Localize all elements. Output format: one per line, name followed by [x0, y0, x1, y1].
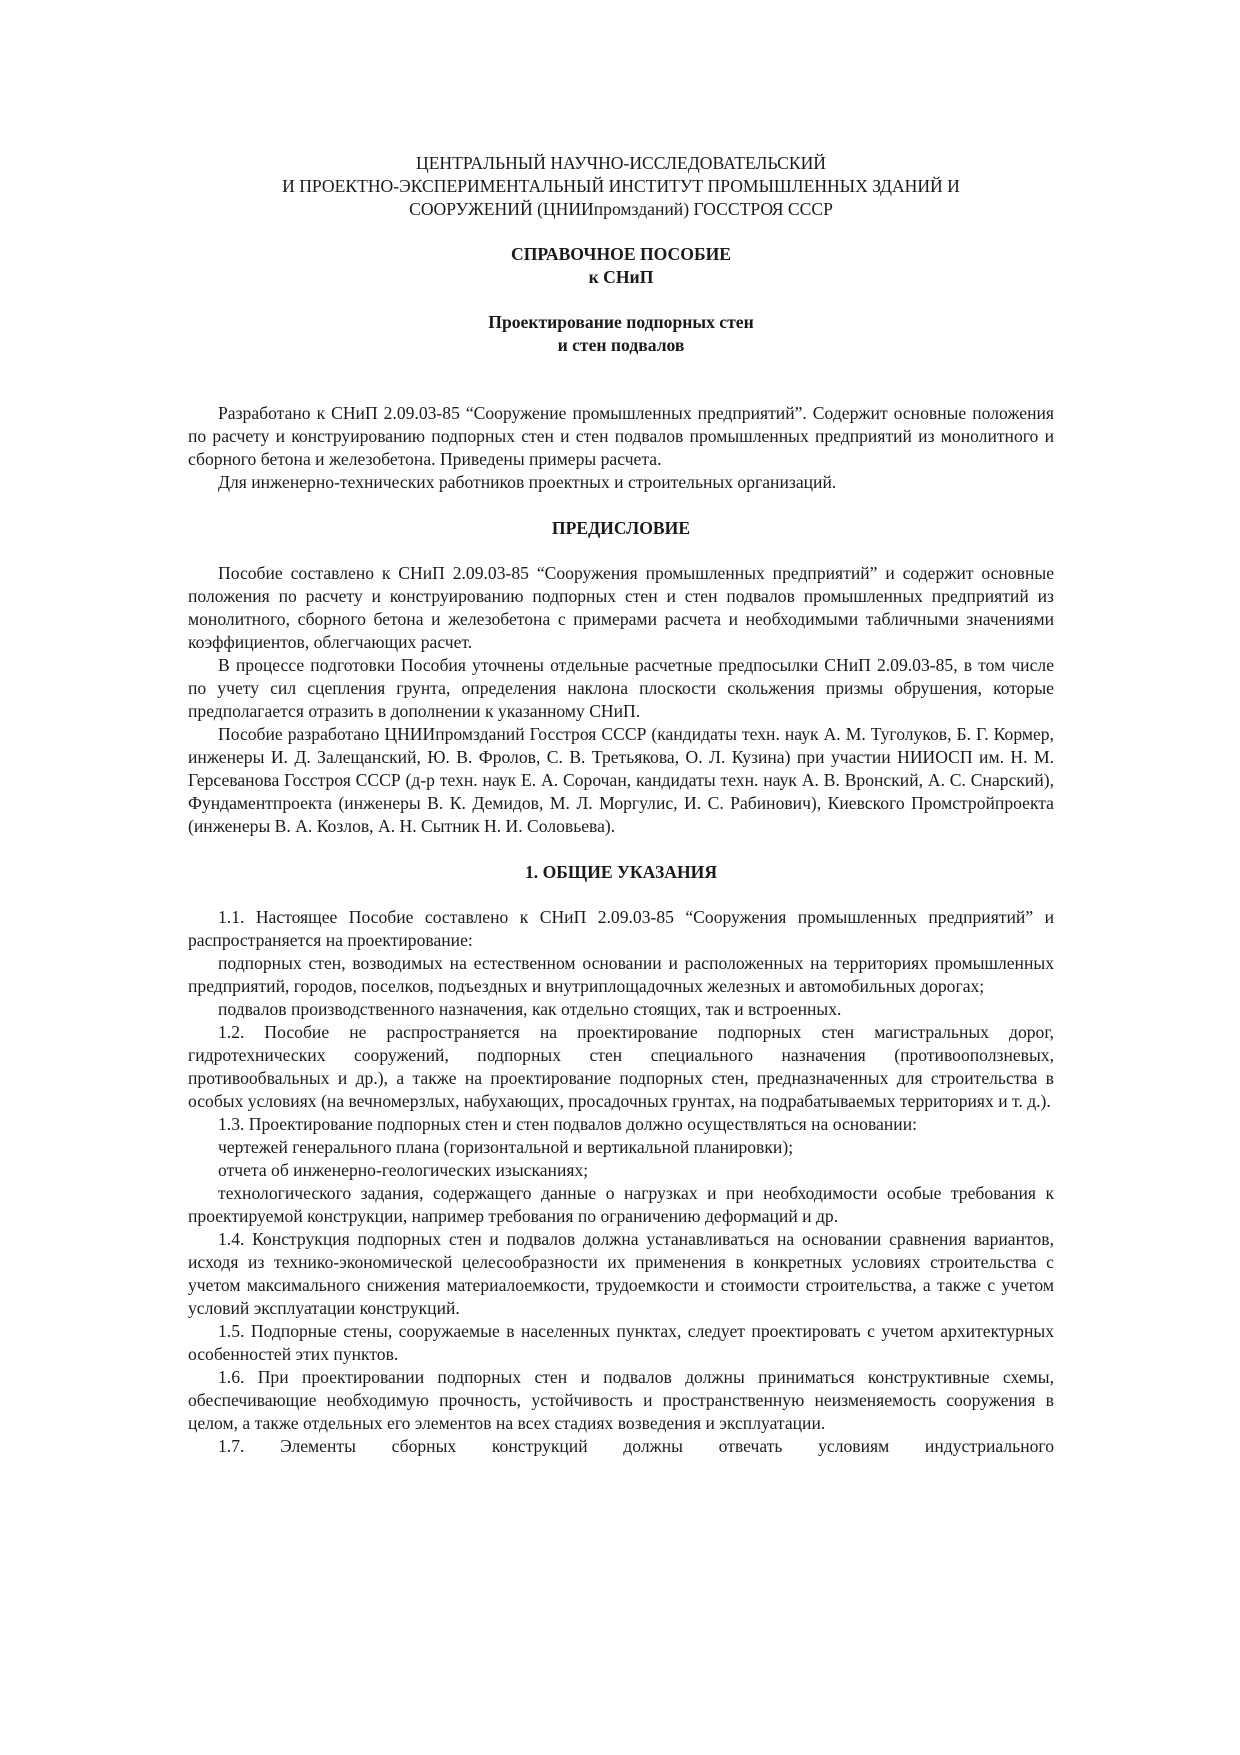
- section-paragraph: чертежей генерального плана (горизонтальной и вертикальной планировки);: [218, 1137, 794, 1157]
- section-paragraph: отчета об инженерно-геологических изысканиях;: [218, 1160, 589, 1180]
- preface-body: [188, 562, 1054, 838]
- institute-line: ЦЕНТРАЛЬНЫЙ НАУЧНО-ИССЛЕДОВАТЕЛЬСКИЙ: [415, 153, 826, 173]
- section-paragraph: 1.6. При проектировании подпорных стен и подвалов должны приниматься конструктивные схемы, обеспечивающие необходимую прочность, устойчивость и пространственную неизменяемость сооружения в целом, а также отдельных его элементов на всех стадиях возведения и эксплуатации.: [188, 1367, 1054, 1433]
- section-paragraph: подпорных стен, возводимых на естественном основании и расположенных на территориях промышленных предприятий, городов, поселков, подъездных и внутриплощадочных железных и автомобильных дорогах;: [188, 953, 1054, 996]
- section-paragraph: 1.7. Элементы сборных конструкций должны отвечать условиям индустриального: [218, 1436, 1054, 1456]
- section-paragraph: 1.1. Настоящее Пособие составлено к СНиП 2.09.03-85 “Сооружения промышленных предприятий” и распространяется на проектирование:: [188, 907, 1054, 950]
- abstract: [188, 402, 1054, 494]
- section-paragraph: 1.4. Конструкция подпорных стен и подвалов должна устанавливаться на основании сравнения вариантов, исходя из технико-экономической целесообразности их применения в конкретных условиях строительства с учетом максимального снижения материалоемкости, трудоемкости и стоимости строительства, а также с учетом условий эксплуатации конструкций.: [188, 1229, 1054, 1318]
- section-paragraph: подвалов производственного назначения, как отдельно стоящих, так и встроенных.: [218, 999, 842, 1019]
- institute-line: СООРУЖЕНИЙ (ЦНИИпромзданий) ГОССТРОЯ СССР: [409, 199, 833, 219]
- section-paragraph: 1.3. Проектирование подпорных стен и стен подвалов должно осуществляться на основании:: [218, 1114, 917, 1134]
- document-subtitle: [188, 311, 1054, 357]
- abstract-paragraph: Разработано к СНиП 2.09.03-85 “Сооружение промышленных предприятий”. Содержит основные положения по расчету и конструированию подпорных стен и стен подвалов промышленных предприятий из монолитного и сборного бетона и железобетона. Приведены примеры расчета.: [188, 403, 1054, 469]
- section-paragraph: 1.2. Пособие не распространяется на проектирование подпорных стен магистральных дорог, гидротехнических сооружений, подпорных стен специального назначения (противооползневых, противообвальных и др.), а также на проектирование подпорных стен, предназначенных для строительства в особых условиях (на вечномерзлых, набухающих, просадочных грунтах, на подрабатываемых территориях и т. д.).: [188, 1022, 1054, 1111]
- section-paragraph: технологического задания, содержащего данные о нагрузках и при необходимости особые требования к проектируемой конструкции, например требования по ограничению деформаций и др.: [188, 1183, 1054, 1226]
- title-line: СПРАВОЧНОЕ ПОСОБИЕ: [510, 244, 731, 264]
- subtitle-line: и стен подвалов: [557, 335, 685, 355]
- institute-line: И ПРОЕКТНО-ЭКСПЕРИМЕНТАЛЬНЫЙ ИНСТИТУТ ПРОМЫШЛЕННЫХ ЗДАНИЙ И: [282, 176, 960, 196]
- section-heading: 1. ОБЩИЕ УКАЗАНИЯ: [524, 862, 718, 882]
- section-body: [188, 906, 1054, 1458]
- preface-heading: ПРЕДИСЛОВИЕ: [551, 518, 691, 538]
- document-page: [188, 152, 1054, 1458]
- institute-header: [188, 152, 1054, 221]
- preface-paragraph: В процессе подготовки Пособия уточнены отдельные расчетные предпосылки СНиП 2.09.03-85, в том числе по учету сил сцепления грунта, определения наклона плоскости скольжения призмы обрушения, которые предполагается отразить в дополнении к указанному СНиП.: [188, 655, 1054, 721]
- section-paragraph: 1.5. Подпорные стены, сооружаемые в населенных пунктах, следует проектировать с учетом архитектурных особенностей этих пунктов.: [188, 1321, 1054, 1364]
- preface-paragraph: Пособие составлено к СНиП 2.09.03-85 “Сооружения промышленных предприятий” и содержит основные положения по расчету и конструированию подпорных стен и стен подвалов промышленных предприятий из монолитного, сборного бетона и железобетона с примерами расчета и необходимыми табличными значениями коэффициентов, облегчающих расчет.: [188, 563, 1054, 652]
- document-title: [188, 243, 1054, 289]
- subtitle-line: Проектирование подпорных стен: [488, 312, 754, 332]
- title-line: к СНиП: [588, 267, 654, 287]
- abstract-paragraph: Для инженерно-технических работников проектных и строительных организаций.: [218, 472, 837, 492]
- preface-paragraph: Пособие разработано ЦНИИпромзданий Госстроя СССР (кандидаты техн. наук А. М. Туголуков, Б. Г. Кормер, инженеры И. Д. Залещанский, Ю. В. Фролов, С. В. Третьякова, О. Л. Кузина) при участии НИИОСП им. Н. М. Герсеванова Госстроя СССР (д-р техн. наук Е. А. Сорочан, кандидаты техн. наук А. В. Вронский, А. С. Снарский), Фундаментпроекта (инженеры В. К. Демидов, М. Л. Моргулис, И. С. Рабинович), Киевского Промстройпроекта (инженеры В. А. Козлов, А. Н. Сытник Н. И. Соловьева).: [188, 724, 1054, 836]
